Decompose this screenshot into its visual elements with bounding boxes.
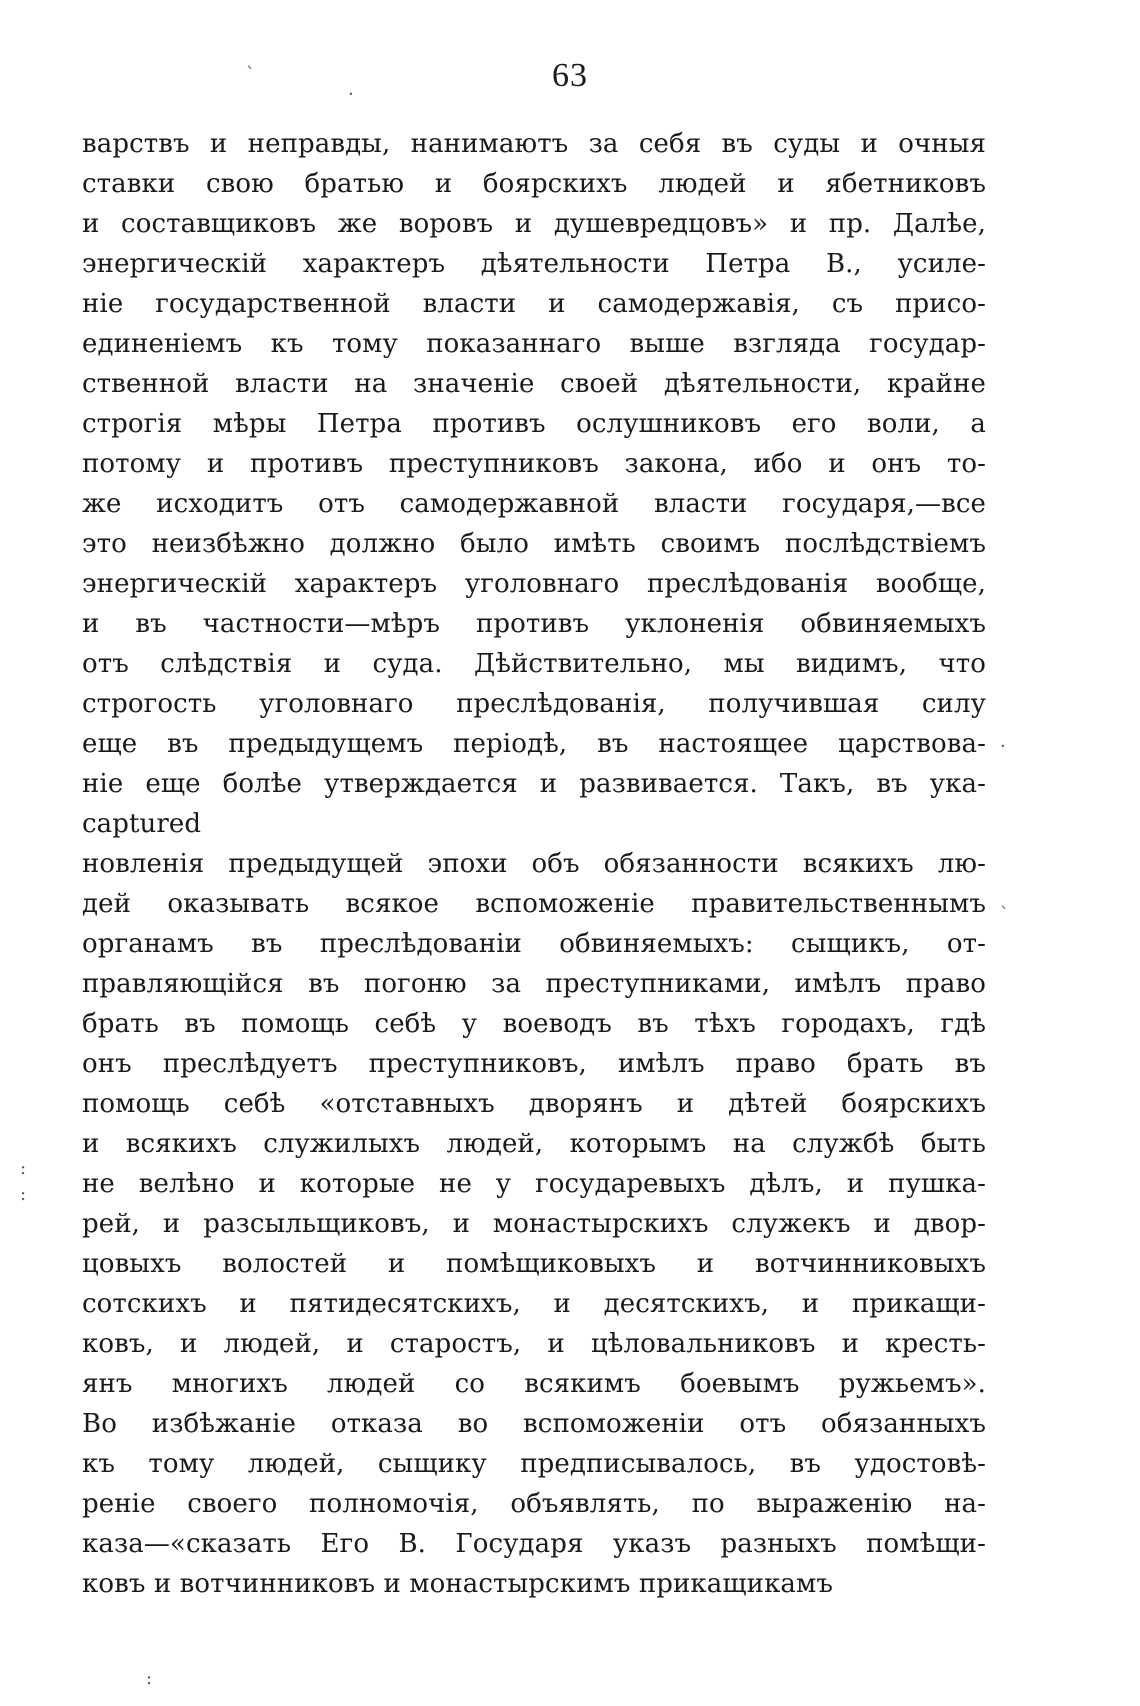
text-line-23: брать въ помощь себѣ у воеводъ въ тѣхъ городахъ, гдѣ: [82, 1009, 986, 1039]
text-line-33: Во избѣжаніе отказа во вспоможеніи отъ обязанныхъ: [82, 1409, 986, 1439]
text-line-22: правляющійся въ погоню за преступниками, имѣлъ право: [82, 969, 986, 999]
text-line-18: captured: [82, 809, 202, 839]
text-line-21: органамъ въ преслѣдованіи обвиняемыхъ: сыщикъ, от-: [82, 929, 986, 959]
text-line-1-part-a: варствъ и неправды, нанимаютъ за себя въ суды и очныя: [82, 129, 986, 159]
text-line-4: энергическій характеръ дѣятельности Петра В., усиле-: [82, 249, 986, 279]
scan-speck-4: ˋ: [1000, 904, 1009, 925]
text-line-16: еще въ предыдущемъ періодѣ, въ настоящее царствова-: [82, 729, 986, 759]
text-line-37: ковъ и вотчинниковъ и монастырскимъ прикащикамъ: [82, 1569, 833, 1599]
page-number: 63: [552, 57, 588, 94]
text-line-19: новленія предыдущей эпохи объ обязанности всякихъ лю-: [82, 849, 986, 879]
scan-speck-5: :: [20, 1158, 27, 1179]
text-line-14: отъ слѣдствія и суда. Дѣйствительно, мы видимъ, что: [82, 649, 986, 679]
text-line-17: ніе еще болѣе утверждается и развивается. Такъ, въ ука-: [82, 769, 986, 799]
text-line-35: реніе своего полномочія, объявлять, по выраженію на-: [82, 1489, 986, 1519]
scan-speck-2: ·: [348, 84, 354, 105]
text-line-36: каза—«сказать Его В. Государя указъ разныхъ помѣщи-: [82, 1529, 986, 1559]
scan-speck-7: :: [146, 1668, 153, 1689]
text-line-6: единеніемъ къ тому показаннаго выше взгляда государ-: [82, 329, 986, 359]
text-line-24: онъ преслѣдуетъ преступниковъ, имѣлъ право брать въ: [82, 1049, 986, 1079]
text-line-28: рей, и разсыльщиковъ, и монастырскихъ служекъ и двор-: [82, 1209, 986, 1239]
text-line-30: сотскихъ и пятидесятскихъ, и десятскихъ, и прикащи-: [82, 1289, 986, 1319]
text-line-8: строгія мѣры Петра противъ ослушниковъ его воли, а: [82, 409, 986, 439]
text-line-25: помощь себѣ «отставныхъ дворянъ и дѣтей боярскихъ: [82, 1089, 986, 1119]
text-line-9: потому и противъ преступниковъ закона, ибо и онъ то-: [82, 449, 986, 479]
text-line-3: и составщиковъ же воровъ и душевредцовъ» и пр. Далѣе,: [82, 209, 986, 239]
scan-speck-1: ˋ: [246, 64, 255, 85]
text-line-5: ніе государственной власти и самодержавія, съ присо-: [82, 289, 986, 319]
text-line-29: цовыхъ волостей и помѣщиковыхъ и вотчинниковыхъ: [82, 1249, 986, 1279]
scan-speck-3: ·: [1000, 736, 1006, 757]
text-line-1: [82, 124, 986, 164]
text-line-34: къ тому людей, сыщику предписывалось, въ удостовѣ-: [82, 1449, 986, 1479]
text-line-7: ственной власти на значеніе своей дѣятельности, крайне: [82, 369, 986, 399]
text-line-20: дей оказывать всякое вспоможеніе правительственнымъ: [82, 889, 986, 919]
text-line-10: же исходитъ отъ самодержавной власти государя,—все: [82, 489, 986, 519]
text-line-32: янъ многихъ людей со всякимъ боевымъ ружьемъ».: [82, 1369, 986, 1399]
text-line-11: это неизбѣжно должно было имѣть своимъ послѣдствіемъ: [82, 529, 986, 559]
text-line-26: и всякихъ служилыхъ людей, которымъ на службѣ быть: [82, 1129, 986, 1159]
text-line-12: энергическій характеръ уголовнаго преслѣдованія вообще,: [82, 569, 986, 599]
text-line-31: ковъ, и людей, и старостъ, и цѣловальниковъ и кресть-: [82, 1329, 986, 1359]
scan-speck-6: :: [20, 1184, 27, 1205]
text-line-15: строгость уголовнаго преслѣдованія, получившая силу: [82, 689, 986, 719]
text-line-13: и въ частности—мѣръ противъ уклоненія обвиняемыхъ: [82, 609, 986, 639]
body-text: [82, 124, 986, 1604]
text-line-27: не велѣно и которые не у государевыхъ дѣлъ, и пушка-: [82, 1169, 986, 1199]
text-line-2: ставки свою братью и боярскихъ людей и ябетниковъ: [82, 169, 986, 199]
